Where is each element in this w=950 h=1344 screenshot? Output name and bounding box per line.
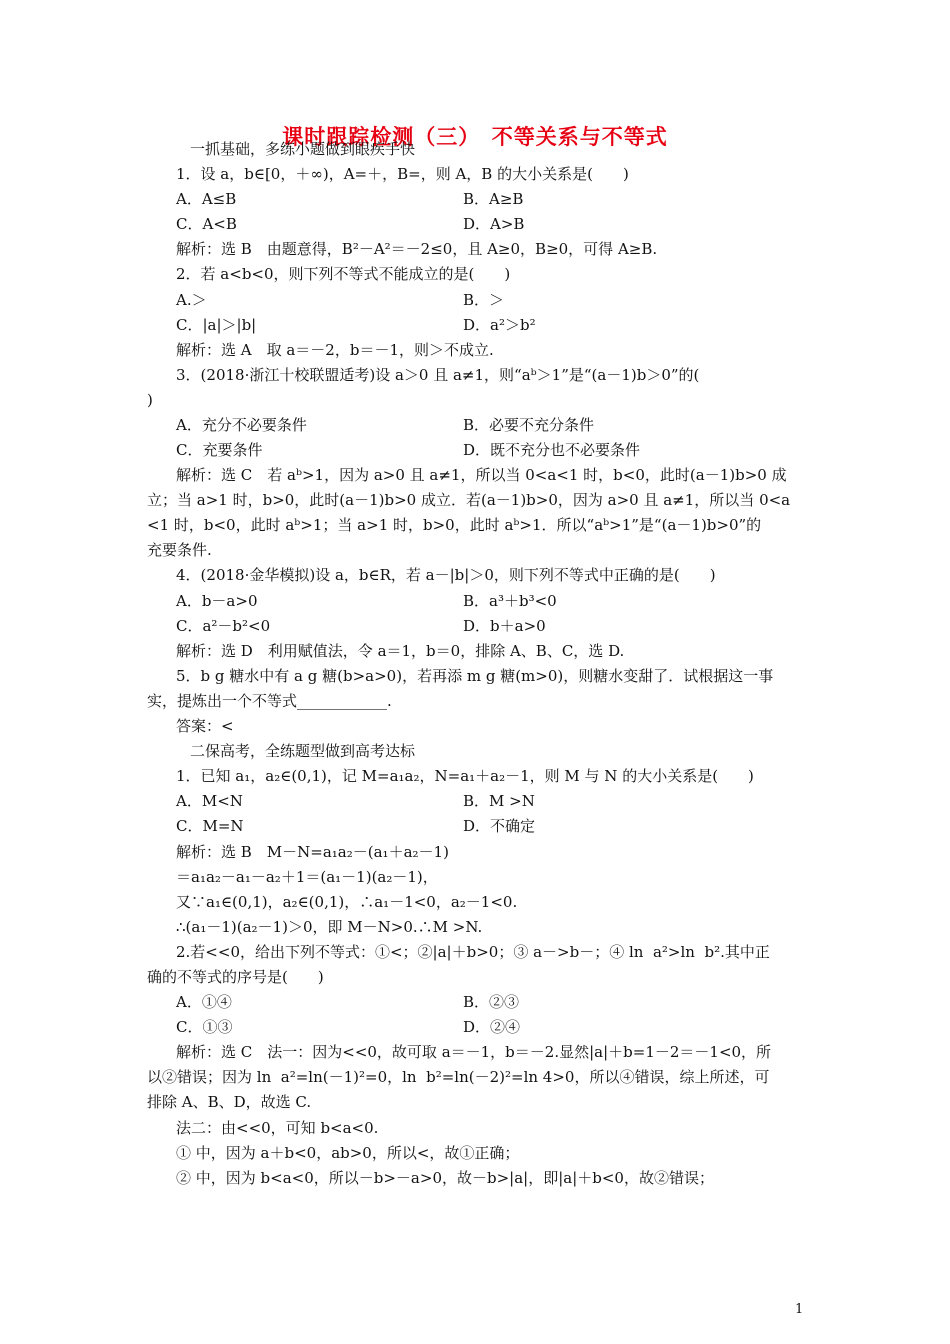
text-line: ＝a₁a₂－a₁－a₂＋1＝(a₁－1)(a₂－1)， bbox=[176, 868, 438, 886]
text-line: D．a²＞b² bbox=[463, 316, 536, 334]
text-line: 解析：选 A 取 a＝－2，b＝－1，则＞不成立. bbox=[176, 341, 494, 359]
text-line: 解析：选 B M－N=a₁a₂－(a₁＋a₂－1) bbox=[176, 843, 449, 861]
text-line: D．b＋a>0 bbox=[463, 617, 546, 635]
text-line: 2.若<<0，给出下列不等式：①<；②|a|＋b>0；③ a－>b－；④ ln a²>ln b².其中正 bbox=[176, 943, 770, 961]
text-line: D．不确定 bbox=[463, 817, 536, 835]
text-line: 5．b g 糖水中有 a g 糖(b>a>0)，若再添 m g 糖(m>0)，则糖水变甜了．试根据这一事 bbox=[176, 667, 774, 685]
text-line: A．充分不必要条件 bbox=[176, 416, 307, 434]
text-line: 法二：由<<0，可知 b<a<0. bbox=[176, 1119, 379, 1137]
text-line: 解析：选 B 由题意得，B²－A²＝－2≤0，且 A≥0，B≥0，可得 A≥B. bbox=[176, 240, 658, 258]
text-line: 解析：选 C 法一：因为<<0，故可取 a＝－1，b＝－2.显然|a|＋b=1－2＝－1<0，所 bbox=[176, 1043, 772, 1061]
text-line: 4．(2018·金华模拟)设 a，b∈R，若 a－|b|＞0，则下列不等式中正确的是( ) bbox=[176, 566, 716, 584]
text-line: 答案：< bbox=[176, 717, 234, 735]
text-line: D．既不充分也不必要条件 bbox=[463, 441, 641, 459]
text-line: 二保高考，全练题型做到高考达标 bbox=[190, 742, 416, 760]
text-line: B．a³＋b³<0 bbox=[463, 592, 557, 610]
text-line: A．①④ bbox=[176, 993, 232, 1011]
text-line: 立；当 a>1 时，b>0，此时(a－1)b>0 成立．若(a－1)b>0，因为 a>0 且 a≠1，所以当 0<a bbox=[147, 491, 791, 509]
text-line: ② 中，因为 b<a<0，所以－b>－a>0，故－b>|a|，即|a|＋b<0，故②错误； bbox=[176, 1169, 714, 1187]
text-line: C．①③ bbox=[176, 1018, 233, 1036]
text-line: 又∵a₁∈(0,1)，a₂∈(0,1)，∴a₁－1<0，a₂－1<0. bbox=[176, 893, 518, 911]
text-line: A．A≤B bbox=[176, 190, 237, 208]
text-line: 2．若 a<b<0，则下列不等式不能成立的是( ) bbox=[176, 265, 511, 283]
text-line: D．A>B bbox=[463, 215, 525, 233]
text-line: 解析：选 C 若 aᵇ>1，因为 a>0 且 a≠1，所以当 0<a<1 时，b<0，此时(a－1)b>0 成 bbox=[176, 466, 787, 484]
text-line: ① 中，因为 a＋b<0，ab>0，所以<，故①正确； bbox=[176, 1144, 520, 1162]
text-line: 3．(2018·浙江十校联盟适考)设 a＞0 且 a≠1，则“aᵇ＞1”是“(a－1)b＞0”的( bbox=[176, 366, 700, 384]
text-line: C．a²－b²<0 bbox=[176, 617, 271, 635]
text-line: C．|a|＞|b| bbox=[176, 316, 257, 334]
text-line: 解析：选 D 利用赋值法，令 a＝1，b＝0，排除 A、B、C，选 D. bbox=[176, 642, 625, 660]
text-line: A.＞ bbox=[176, 291, 207, 309]
text-line: 1．设 a，b∈[0，＋∞)，A=＋，B=，则 A，B 的大小关系是( ) bbox=[176, 165, 629, 183]
page-number: 1 bbox=[795, 1302, 804, 1317]
text-line: 确的不等式的序号是( ) bbox=[147, 968, 324, 986]
text-line: A．b－a>0 bbox=[176, 592, 258, 610]
text-line: A．M<N bbox=[176, 792, 243, 810]
text-line: 以②错误；因为 ln a²=ln(－1)²=0，ln b²=ln(－2)²=ln 4>0，所以④错误，综上所述，可 bbox=[147, 1068, 770, 1086]
text-line: D．②④ bbox=[463, 1018, 521, 1036]
text-line: B．②③ bbox=[463, 993, 520, 1011]
text-line: B．M >N bbox=[463, 792, 535, 810]
page-title: 课时跟踪检测（三） 不等关系与不等式 bbox=[282, 125, 668, 149]
text-line: C．A<B bbox=[176, 215, 237, 233]
text-line: 排除 A、B、D，故选 C. bbox=[147, 1093, 312, 1111]
text-line: 1．已知 a₁，a₂∈(0,1)，记 M=a₁a₂，N=a₁＋a₂－1，则 M 与 N 的大小关系是( ) bbox=[176, 767, 754, 785]
text-line: 一抓基础，多练小题做到眼疾手快 bbox=[190, 140, 416, 158]
text-line: C．充要条件 bbox=[176, 441, 263, 459]
text-line: ∴(a₁－1)(a₂－1)＞0，即 M－N>0.∴M >N. bbox=[176, 918, 483, 936]
text-line: 实，提炼出一个不等式____________. bbox=[147, 692, 392, 710]
text-line: B．A≥B bbox=[463, 190, 524, 208]
text-line: B．＞ bbox=[463, 291, 505, 309]
text-line: <1 时，b<0，此时 aᵇ>1；当 a>1 时，b>0，此时 aᵇ>1．所以“aᵇ>1”是“(a－1)b>0”的 bbox=[147, 516, 762, 534]
text-line: ) bbox=[147, 391, 153, 409]
text-line: B．必要不充分条件 bbox=[463, 416, 595, 434]
text-line: C．M=N bbox=[176, 817, 244, 835]
text-line: 充要条件. bbox=[147, 541, 212, 559]
